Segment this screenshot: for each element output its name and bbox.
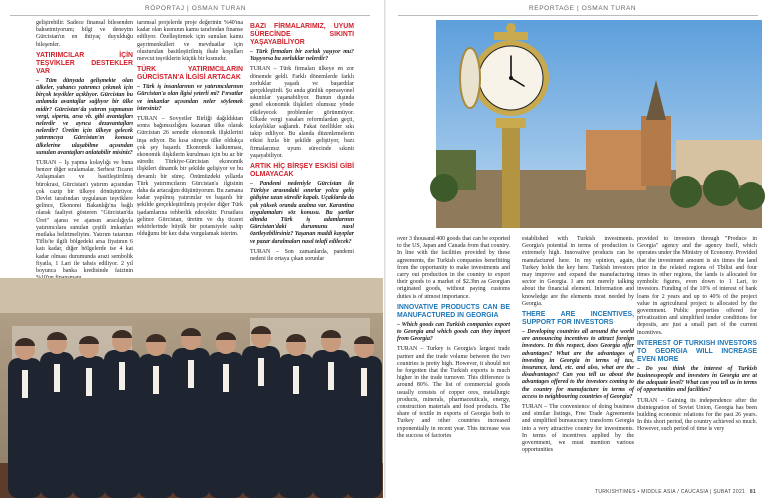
left-column-3 xyxy=(250,20,354,270)
left-header-rule xyxy=(10,15,370,16)
section-heading: YATIRIMCILAR İÇİN TEŞVİKLER DESTEKLER VAR xyxy=(36,51,133,75)
interview-answer: TURAN – Turkey is Georgia's largest trade partner and the trade volume between the two countries is pretty high. However, it should not be forgotten that the Turkish exports is much higher in the trade turnover. This difference is around 80%. The list of commercial goods usually consists of copper ores, metallurgic products, minerals, pharmaceuticals, energy, construction materials and food products. The share of textile in exports of Georgia both to Turkey and other countries increased exponentially in recent year. This increase was the success of factories xyxy=(397,346,510,439)
footer-publication: TURKISHTIMES • MIDDLE ASIA / CAUCASIA | ŞUBAT 2021 xyxy=(594,489,746,495)
section-heading: THERE ARE INCENTIVES, SUPPORT FOR INVESTORS xyxy=(522,311,634,327)
section-heading: ARTIK HİÇ BİRŞEY ESKİSİ GİBİ OLMAYACAK xyxy=(250,163,354,179)
group-photo-illustration xyxy=(0,278,383,498)
right-column-3 xyxy=(637,236,757,484)
page-footer xyxy=(595,489,756,495)
right-column-1 xyxy=(397,236,510,484)
left-column-1 xyxy=(36,20,133,275)
group-photo xyxy=(0,278,383,498)
page-number: 81 xyxy=(749,489,756,495)
page-gutter xyxy=(384,0,386,498)
interview-answer: TURAN – İş yapma kolaylığı ve buna benzer diğer sıralamalar. Serbest Ticaret Anlaşmaları ve basitleştirilmiş bürokrasi, Gürcistan'ı yatırım açısından çok cazip bir ülkeye dönüştürüyor. Devlet tarafından uygulanan teşviklere gelince, Ekonomi Bakanlığı'na bağlı olarak faaliyet gösteren "Gürcistan'da Üret" ajansı ve ajansın aracılığıyla yatırımcılara sunulan çeşitli imkanları mutlaka belirtmeliyim. Yatırım tutarının Tiflis'te ilgili bölgedeki arsa fiyatının 6 katı kadar, diğer bölgelerde ise 4 kat kadar olması durumunda arazi sembolik fiyatla, 1 Lari ile tahsis ediliyor. 2 yıl boyunca banka kredisinde faizinin xyxy=(36,160,133,275)
paragraph: over 3 thousand 400 goods that can be exported to the US, Japan and Canada from that country. In line with the facilities provided by these agreements, the Turkish companies benefitting from the opportunity to make investments and carry out production in the country to export their goods to a market of $2.3bn as Georgian originated goods, without paying customs duties is of utmost importance. xyxy=(397,236,510,300)
paragraph: provided to investors through "Produce in Georgia" agency and the agency itself, which operates under the Ministry of Economy. Provided that the investment amount is six times the land price in the related regions of Tbilisi and four times in other regions, the lands is allocated for symbolic figures, even down to 1 Lari, to investors. Funding of the 10% of interest of bank loans for 2 years and up to 40% of the project value in agricultural project is allocated by the government. Public properties offered for privatization and simplified tender conditions for deposits, are just a small part of the current incentives. xyxy=(637,236,757,336)
clock-tower-illustration xyxy=(436,20,762,228)
interview-answer: TURAN – The convenience of doing business and similar listings, Free Trade Agreements and simplified bureaucracy transform Georgia into a very attractive country for investments. In terms of incentives applied by the government, we must mention various opportunities xyxy=(522,404,634,454)
interview-answer: TURAN – Gaining its independence after the disintegration of Soviet Union, Georgia has been building economic relations for the past 26 years. In this short period, the country achieved so much. However, such period of time is very xyxy=(637,397,757,433)
paragraph: established with Turkish investments. Georgia's potential in terms of production is extremely high. Innovative products can be manufactured here. In my opinion, again, Turkey holds the key here. Turkish investors may improve and expand the manufacturing sector in Georgia. I am not merely talking about the financial element. Information and knowledge are the elements most needed by Georgia. xyxy=(522,236,634,307)
section-heading: BAZI FİRMALARIMIZ, UYUM SÜRECİNDE SIKINTI YAŞAYABİLİYOR xyxy=(250,23,354,46)
interview-answer: TURAN – Sovyetler Birliği dağıldıktan sonra bağımsızlığını kazanan ülke olarak Gürcistan 26 senedir ekonomik ilişkilerini inşa ediyor. Bu kısa süreçte ülke oldukça çok şey başardı. Ekonomik kalkınması, ekonomik ilişkilerin kurulması için bu az bir süredir. Türkiye-Gürcistan ekonomik ilişkileri dinamik bir şekilde gelişiyor ve bu devamlı bir süreç. Önümüzdeki yıllarda Türk yatırımcıların Gürcistan'a ilgisinin daha da artacağını düşünüyorum. Bu zamana kadar yapılmış yatırımlar ve başarılı bir şekilde gerçekleştirilmiş projeler diğer Türk işadamlarına rehberlik edecektir. Fırsatlara gelince Gürcistan, üretim ve dış ticaret sektörlerinde büyük bir potansiyele sahip olduğunu bir kez daha vurgulamak isterim. xyxy=(137,116,243,238)
right-column-2 xyxy=(522,236,634,484)
right-page-header: REPORTAGE | OSMAN TURAN xyxy=(529,5,637,12)
paragraph: tarımsal projelerde proje değerinin %40'ına kadar olan kısmının kamu tarafından finanse ediliyor. Özelleştirmek için sunulan kamu gayrimenkulleri ve mevduatlar için olusturulan basitleştirilmiş ihale koşulları mevcut teşviklerin küçük bir kısmıdır. xyxy=(137,20,243,63)
section-heading: TÜRK YATIRIMCILARIN GÜRCİSTAN'A İLGİSİ ARTACAK xyxy=(137,66,243,82)
left-page-header: RÖPORTAJ | OSMAN TURAN xyxy=(145,5,247,12)
interview-question: – Türk firmaları bir zorluk yaşıyor mu? Yaşıyorsa bu zorluklar nelerdir? xyxy=(250,49,354,63)
left-column-2 xyxy=(137,20,243,270)
interview-question: – Türk iş insanlarının ve yatırımcılarının Gürcistan'a olan ilgisi yeterli mi? Fırsatlar ve imkanlar açısından neler söylemek istersiniz? xyxy=(137,84,243,112)
interview-question: – Which goods can Turkish companies export to Georgia and which goods can they import from Georgia? xyxy=(397,321,510,343)
section-heading: INTEREST OF TURKISH INVESTORS TO GEORGIA WILL INCREASE EVEN MORE xyxy=(637,339,757,363)
interview-question: – Developing countries all around the world are announcing incentives to attract foreign investors. In this respect, does Georgia offer advantages? What are the advantages of investing in Georgia in terms of tax, insurance, land, etc. and also, what are the disadvantages? Can you tell us about the advantages offered to the investors coming to the country for manufacture in terms of access to neighbouring countries of Georgia? xyxy=(522,329,634,400)
interview-question: – Do you think the interest of Turkish businesspeople and investors in Georgia are at the adequate level? What can you tell us in terms of opportunities and facilities? xyxy=(637,365,757,394)
section-heading: INNOVATIVE PRODUCTS CAN BE MANUFACTURED IN GEORGIA xyxy=(397,303,510,319)
interview-question: – Pandemi nedeniyle Gürcistan ile Türkiye arasındaki sınırlar yolcu geliş gidişine uzun süredir kapalı. Uçaklarda da çok yüksek oranda azalma var. Karantina uygulamaları söz konusu. Bu şartlar altında Türk iş adamlarının Gürcistan'daki durumunu nasıl özetleyebilirsiniz? Yaşanan maddi kayıplar ve pazar daralmaları nasıl telafi edilecek? xyxy=(250,181,354,245)
right-header-rule xyxy=(398,15,758,16)
tbilisi-clock-photo xyxy=(436,20,762,228)
interview-answer: TURAN – Son zamanlarda, pandemi nedeni ile ortaya çıkan sorunlar xyxy=(250,248,354,263)
interview-question: – Tüm dünyada gelişmekte olan ülkeler, yabancı yatırımcı çekmek için birçok teşvikler açıklıyor. Gürcistan bu anlamda avantajlar sağlıyor bir ülke midir? Gürcistan'da yatırım yapmanın vergi, siperta, arsa vb. gibi avantajları nelerdir ve ayrıca dezavantajları nelerdir? Üretim için ülkeye gelecek yatırımcıya Gürcistan'ın konusu ülkelerine ulaşabilme açısından sunulan avantajları anlatabilir misiniz? xyxy=(36,77,133,156)
paragraph: gelişirebilir. Sadece finansal bilesenden bahsetmiyorum; bilgi ve deneyim Gürcistan'ın en ihtiyaç duyulduğu bileşenler. xyxy=(36,20,133,48)
interview-answer: TURAN – Türk firmaları ülkeye en zor dönemde geldi. Farklı dönemlerde farklı zorluklar yaşadı ve başardılar gerçekleştirdi. Şu anda günlük operasyonel sıkıntılar yaşanabiliyor. Bunun dışında genel ekonomik ilişkileri olumsuz yönde etkileyecek problemler görünmüyor. Ülkede vergi yasaları reformlardan geçti, kolaylıklar sağlandı. Fakat özellikler sıkı takip ediliyor. Bu alanda düzenlemelerin etkisi hızla bir şekilde geliştiyor, bazı firmalarımız uyum sürecinde sıkıntı yaşayabiliyor. xyxy=(250,66,354,159)
